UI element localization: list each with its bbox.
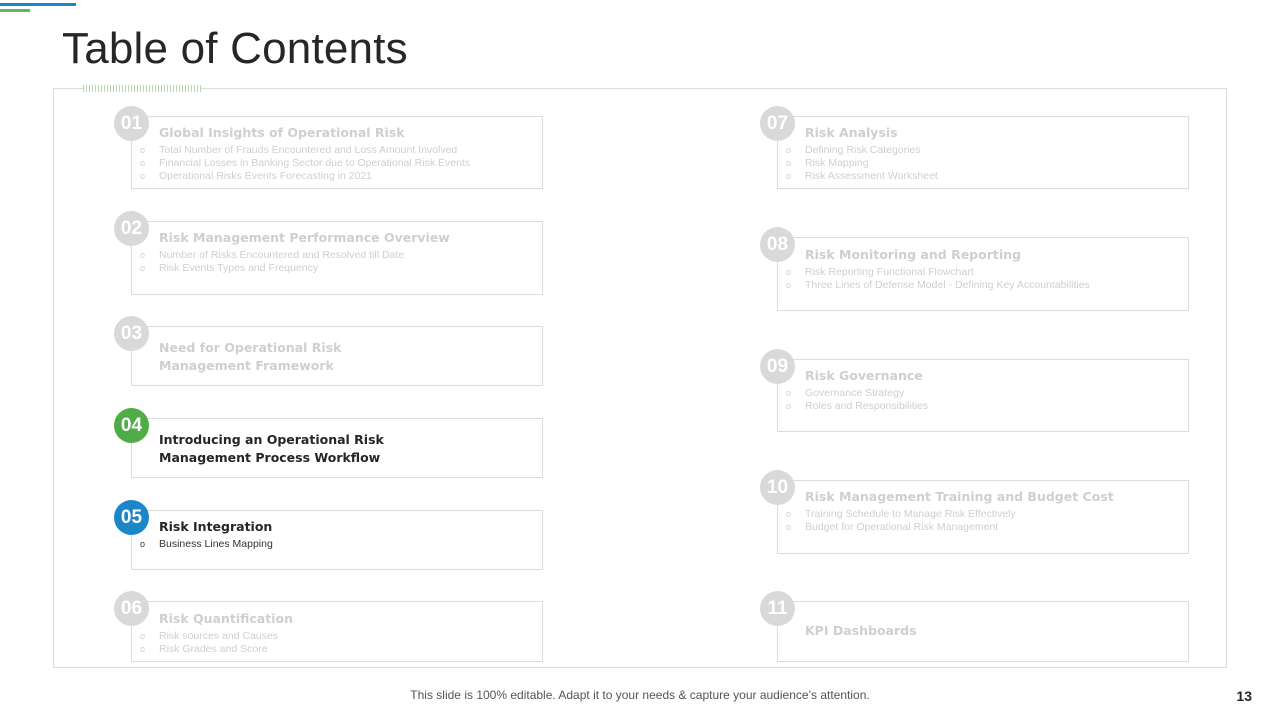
bullet-icon: o <box>786 522 792 532</box>
toc-item-05[interactable] <box>120 506 543 570</box>
item-title: Risk Governance <box>805 368 923 383</box>
item-number-badge: 03 <box>114 316 149 351</box>
bullet-item: o Total Number of Frauds Encountered and Loss Amount Involved <box>140 144 458 156</box>
toc-item-07[interactable] <box>766 112 1189 189</box>
item-bullet-list <box>786 266 1181 292</box>
bullet-icon: o <box>140 250 146 260</box>
item-bullet-list <box>140 538 535 551</box>
item-number-badge: 07 <box>760 106 795 141</box>
item-bullet-list <box>786 144 1181 183</box>
bullet-item: o Budget for Operational Risk Management <box>786 521 999 533</box>
item-title: Introducing an Operational Risk Management Process Workflow <box>159 432 384 465</box>
bullet-icon: o <box>140 171 146 181</box>
bullet-item: o Three Lines of Defense Model - Defining Key Accountabilities <box>786 279 1090 291</box>
item-number-badge: 05 <box>114 500 149 535</box>
item-title: Risk Analysis <box>805 125 898 140</box>
bullet-icon: o <box>786 171 792 181</box>
item-title: Risk Management Performance Overview <box>159 230 450 245</box>
bullet-item: o Risk Grades and Score <box>140 643 268 655</box>
bullet-icon: o <box>786 388 792 398</box>
bullet-icon: o <box>786 509 792 519</box>
bullet-item: o Risk sources and Causes <box>140 630 279 642</box>
toc-item-11[interactable] <box>767 597 1189 662</box>
bullet-icon: o <box>140 263 146 273</box>
item-bullet-list <box>140 144 535 183</box>
bullet-item: o Defining Risk Categories <box>786 144 921 156</box>
item-number-badge: 04 <box>114 408 149 443</box>
item-bullet-list <box>786 508 1181 534</box>
toc-item-06[interactable] <box>120 597 543 662</box>
slide-footer-note: This slide is 100% editable. Adapt it to your needs & capture your audience’s attention. <box>410 688 870 702</box>
toc-item-02[interactable] <box>120 217 543 295</box>
bullet-item: o Risk Assessment Worksheet <box>786 170 938 182</box>
item-title: Risk Quantification <box>159 611 293 626</box>
item-number-badge: 11 <box>760 591 795 626</box>
toc-item-10[interactable] <box>766 476 1189 554</box>
toc-item-09[interactable] <box>766 355 1189 432</box>
item-number-badge: 09 <box>760 349 795 384</box>
item-number-badge: 08 <box>760 227 795 262</box>
accent-bar-green <box>0 9 30 12</box>
bullet-item: o Financial Losses in Banking Sector due to Operational Risk Events <box>140 157 471 169</box>
bullet-icon: o <box>786 401 792 411</box>
decorative-hatch <box>83 85 201 92</box>
item-title: Risk Integration <box>159 519 273 534</box>
item-bullet-list <box>786 387 1181 413</box>
bullet-icon: o <box>140 631 146 641</box>
bullet-item: o Operational Risks Events Forecasting in 2021 <box>140 170 373 182</box>
item-title: KPI Dashboards <box>805 623 917 638</box>
bullet-icon: o <box>786 267 792 277</box>
item-title: Risk Management Training and Budget Cost <box>805 489 1114 504</box>
bullet-item: o Training Schedule to Manage Risk Effectively <box>786 508 1016 520</box>
bullet-item: o Governance Strategy <box>786 387 905 399</box>
bullet-item: o Risk Events Types and Frequency <box>140 262 319 274</box>
bullet-item: o Business Lines Mapping <box>140 538 273 550</box>
item-title: Need for Operational Risk Management Framework <box>159 340 342 373</box>
bullet-item: o Risk Mapping <box>786 157 869 169</box>
item-title: Global Insights of Operational Risk <box>159 125 405 140</box>
item-number-badge: 01 <box>114 106 149 141</box>
page-number: 13 <box>1236 688 1252 704</box>
bullet-icon: o <box>786 280 792 290</box>
bullet-icon: o <box>140 145 146 155</box>
item-title: Risk Monitoring and Reporting <box>805 247 1021 262</box>
item-bullet-list <box>140 630 535 656</box>
bullet-item: o Number of Risks Encountered and Resolved till Date <box>140 249 405 261</box>
item-number-badge: 10 <box>760 470 795 505</box>
item-bullet-list <box>140 249 535 275</box>
bullet-icon: o <box>786 158 792 168</box>
toc-item-01[interactable] <box>120 112 543 189</box>
toc-item-08[interactable] <box>766 233 1189 311</box>
toc-item-03[interactable] <box>120 322 543 386</box>
slide-title: Table of Contents <box>62 24 408 73</box>
item-number-badge: 06 <box>114 591 149 626</box>
bullet-item: o Roles and Responsibilities <box>786 400 929 412</box>
accent-bar-blue <box>0 3 76 6</box>
bullet-icon: o <box>786 145 792 155</box>
bullet-icon: o <box>140 644 146 654</box>
toc-item-04[interactable] <box>120 414 543 478</box>
bullet-item: o Risk Reporting Functional Flowchart <box>786 266 974 278</box>
item-number-badge: 02 <box>114 211 149 246</box>
bullet-icon: o <box>140 539 146 549</box>
bullet-icon: o <box>140 158 146 168</box>
